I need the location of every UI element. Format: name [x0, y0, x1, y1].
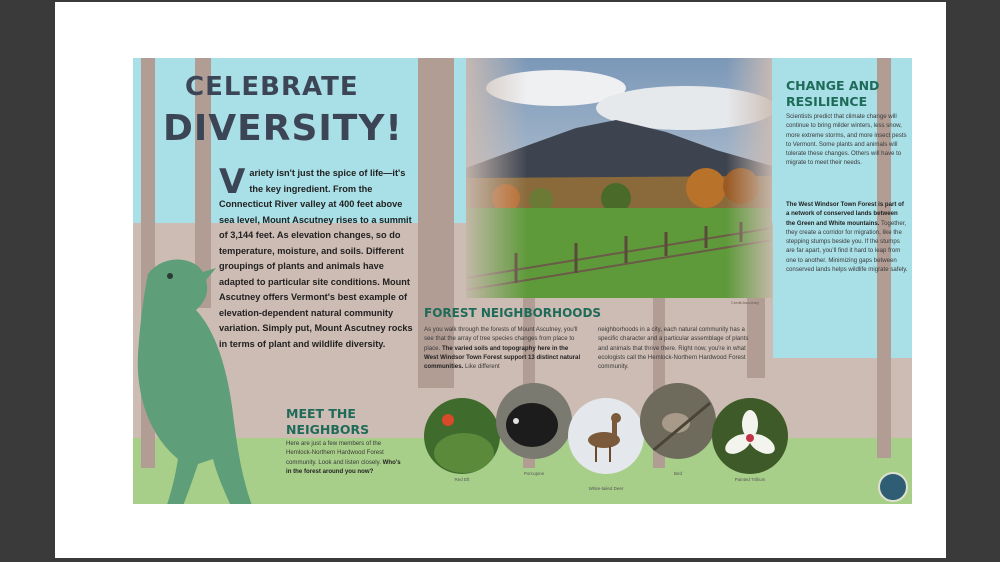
title-line1: CELEBRATE: [185, 72, 359, 102]
forest-paragraph-2: neighborhoods in a city, each natural community has a specific character and a particular assemblage of plants and animals that thrive there. Right now, you're in what ecologists call the Hemlock-Northern Hardwood Forest community.: [598, 326, 749, 371]
neighbor-photo-deer: [568, 398, 644, 474]
intro-paragraph: [219, 162, 419, 352]
change-paragraph-2: [786, 200, 908, 274]
neighbor-photo-red-eft: [424, 398, 500, 474]
caption-bird: Bird: [673, 471, 682, 476]
meet-bold: Who's in the forest around you now?: [286, 458, 401, 475]
neighbor-photo-porcupine: [496, 383, 572, 459]
caption-trillium: Painted Trillium: [734, 477, 766, 482]
caption-deer: White-tailed Deer: [588, 486, 624, 491]
mountain-photo: [466, 58, 772, 298]
logo-badge: [878, 472, 908, 502]
neighbor-photo-trillium: [712, 398, 788, 474]
caption-porcupine: Porcupine: [523, 471, 545, 476]
forest-paragraph-1: [424, 325, 584, 371]
interpretive-panel: [133, 58, 912, 504]
photo-credit: Credit Ascutney: [731, 300, 760, 305]
drop-cap: V: [219, 162, 246, 202]
change-rest: Together, they create a corridor for migration, like the stepping stumps beside you. If the stumps are far apart, you'll find it hard to leap from one to another. Minimizing gaps between conserved lands helps wildlife migrate safely.: [786, 219, 908, 274]
meet-title-line2: NEIGHBORS: [286, 422, 370, 437]
meet-text: Here are just a few members of the Hemlock-Northern Hardwood Forest community. Look and listen closely.: [286, 440, 384, 466]
meet-title-line1: MEET THE: [286, 406, 356, 421]
caption-red-eft: Red Eft: [454, 477, 470, 482]
forest-text-end: Like different: [463, 363, 500, 371]
intro-text: ariety isn't just the spice of life—it's the key ingredient. From the Connecticut River valley at 400 feet above sea level, Mount Ascutney rises to a summit of 3,144 feet. As elevation changes, so do temperature, moisture, and soils. Different groupings of plants and animals have adapted to particular site conditions. Mount Ascutney offers Vermont's best example of elevation-dependent natural community variation. Simply put, Mount Ascutney rocks in terms of plant and wildlife diversity.: [219, 168, 413, 349]
title-line2: DIVERSITY!: [163, 108, 403, 149]
change-title: CHANGE AND RESILIENCE: [786, 78, 880, 109]
forest-title: FOREST NEIGHBORHOODS: [424, 306, 602, 320]
forest-bold: The varied soils and topography here in the West Windsor Town Forest support 13 distinct natural communities.: [424, 344, 581, 371]
change-bold: The West Windsor Town Forest is part of a network of conserved lands between the Green and White mountains.: [786, 201, 904, 227]
change-paragraph-1: Scientists predict that climate change will continue to bring milder winters, less snow, more extreme storms, and more insect pests to Vermont. Some plants and animals will tolerate these changes. Others will have to migrate to meet their needs.: [786, 113, 907, 167]
neighbor-photo-bird: [640, 383, 716, 459]
meet-paragraph: [286, 439, 404, 476]
forest-text-start: As you walk through the forests of Mount Ascutney, you'll see that the array of tree species changes from place to place.: [424, 326, 578, 352]
